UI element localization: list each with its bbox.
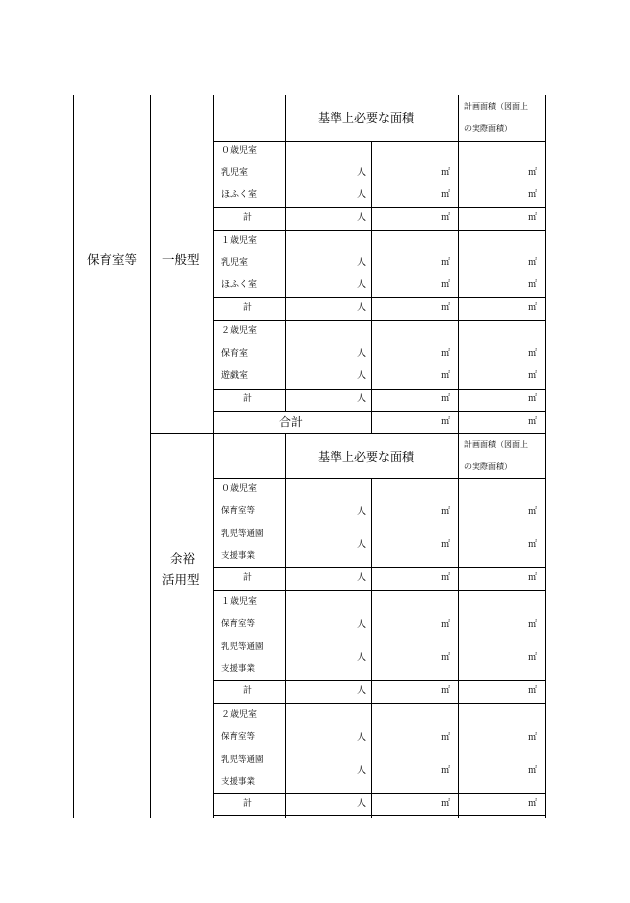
area-unit: ㎡ (441, 213, 451, 223)
area-unit: ㎡ (441, 620, 451, 630)
area-unit: ㎡ (441, 540, 451, 550)
person-unit: 人 (357, 213, 367, 223)
person-unit: 人 (357, 653, 367, 663)
header-plan-area-surplus-line2: の実際面積） (464, 462, 512, 471)
person-unit: 人 (357, 766, 367, 776)
area-unit: ㎡ (441, 371, 451, 381)
area-unit: ㎡ (528, 394, 538, 404)
area-unit: ㎡ (528, 280, 538, 290)
area-unit: ㎡ (441, 303, 451, 313)
person-unit: 人 (357, 620, 367, 630)
surplus-age-1-subtotal: 計 (243, 686, 253, 696)
header-standard-area: 基準上必要な面積 (318, 111, 415, 125)
person-unit: 人 (357, 686, 367, 696)
area-unit: ㎡ (441, 417, 451, 427)
area-unit: ㎡ (528, 540, 538, 550)
area-unit: ㎡ (528, 417, 538, 427)
area-unit: ㎡ (528, 303, 538, 313)
person-unit: 人 (357, 258, 367, 268)
surplus-age-2-subtotal: 計 (243, 799, 253, 809)
area-unit: ㎡ (441, 733, 451, 743)
area-unit: ㎡ (528, 653, 538, 663)
surplus-age-1-room2-line1: 乳児等通園 (221, 642, 264, 652)
area-unit: ㎡ (528, 573, 538, 583)
grand-total-label: 合計 (279, 415, 304, 429)
header-plan-area-surplus-line1: 計画面積（図面上 (464, 440, 528, 449)
area-unit: ㎡ (441, 349, 451, 359)
person-unit: 人 (357, 168, 367, 178)
area-unit: ㎡ (441, 280, 451, 290)
person-unit: 人 (357, 190, 367, 200)
category-label: 保育室等 (87, 252, 138, 267)
area-unit: ㎡ (528, 686, 538, 696)
person-unit: 人 (357, 799, 367, 809)
general-age-2-label: ２歳児室 (221, 326, 258, 336)
surplus-age-2-room2-line1: 乳児等通園 (221, 755, 264, 765)
surplus-age-0-room2-line2: 支援事業 (221, 551, 256, 561)
person-unit: 人 (357, 733, 367, 743)
type-general-label: 一般型 (162, 252, 200, 267)
general-age-1-room1: 乳児室 (221, 258, 249, 268)
area-unit: ㎡ (441, 394, 451, 404)
surplus-age-2-label: ２歳児室 (221, 710, 258, 720)
area-unit: ㎡ (441, 573, 451, 583)
general-age-0-label: ０歳児室 (221, 146, 258, 156)
header-plan-area-line1: 計画面積（図面上 (464, 102, 528, 111)
general-age-1-subtotal: 計 (243, 303, 253, 313)
surplus-age-0-label: ０歳児室 (221, 484, 258, 494)
person-unit: 人 (357, 394, 367, 404)
type-surplus-label-line1: 余裕 (170, 551, 196, 566)
area-unit: ㎡ (528, 349, 538, 359)
general-age-1-room2: ほふく室 (221, 280, 258, 290)
area-unit: ㎡ (441, 653, 451, 663)
general-age-0-subtotal: 計 (243, 213, 253, 223)
surplus-age-2-room2-line2: 支援事業 (221, 777, 256, 787)
area-unit: ㎡ (441, 799, 451, 809)
general-age-1-label: １歳児室 (221, 236, 258, 246)
area-unit: ㎡ (528, 190, 538, 200)
type-surplus-label-line2: 活用型 (162, 572, 200, 587)
area-unit: ㎡ (441, 168, 451, 178)
area-unit: ㎡ (528, 258, 538, 268)
area-unit: ㎡ (528, 213, 538, 223)
area-unit: ㎡ (528, 799, 538, 809)
surplus-age-1-label: １歳児室 (221, 597, 258, 607)
person-unit: 人 (357, 349, 367, 359)
area-unit: ㎡ (441, 766, 451, 776)
area-unit: ㎡ (528, 620, 538, 630)
surplus-age-0-room2-line1: 乳児等通園 (221, 529, 264, 539)
surplus-age-1-room2-line2: 支援事業 (221, 664, 256, 674)
person-unit: 人 (357, 280, 367, 290)
surplus-age-2-room1: 保育室等 (221, 732, 256, 742)
person-unit: 人 (357, 540, 367, 550)
area-unit: ㎡ (528, 168, 538, 178)
area-unit: ㎡ (441, 258, 451, 268)
person-unit: 人 (357, 507, 367, 517)
header-plan-area-line2: の実際面積） (464, 124, 512, 133)
person-unit: 人 (357, 303, 367, 313)
area-unit: ㎡ (528, 507, 538, 517)
general-age-2-subtotal: 計 (243, 394, 253, 404)
area-unit: ㎡ (441, 507, 451, 517)
area-unit: ㎡ (528, 766, 538, 776)
area-unit: ㎡ (528, 371, 538, 381)
person-unit: 人 (357, 371, 367, 381)
surplus-age-0-room1: 保育室等 (221, 506, 256, 516)
surplus-age-1-room1: 保育室等 (221, 619, 256, 629)
general-age-0-room1: 乳児室 (221, 168, 249, 178)
surplus-age-0-subtotal: 計 (243, 573, 253, 583)
header-standard-area-surplus: 基準上必要な面積 (318, 450, 415, 464)
area-unit: ㎡ (441, 190, 451, 200)
general-age-2-room1: 保育室 (221, 349, 249, 359)
general-age-2-room2: 遊戯室 (221, 371, 249, 381)
person-unit: 人 (357, 573, 367, 583)
area-unit: ㎡ (528, 733, 538, 743)
area-unit: ㎡ (441, 686, 451, 696)
general-age-0-room2: ほふく室 (221, 190, 258, 200)
